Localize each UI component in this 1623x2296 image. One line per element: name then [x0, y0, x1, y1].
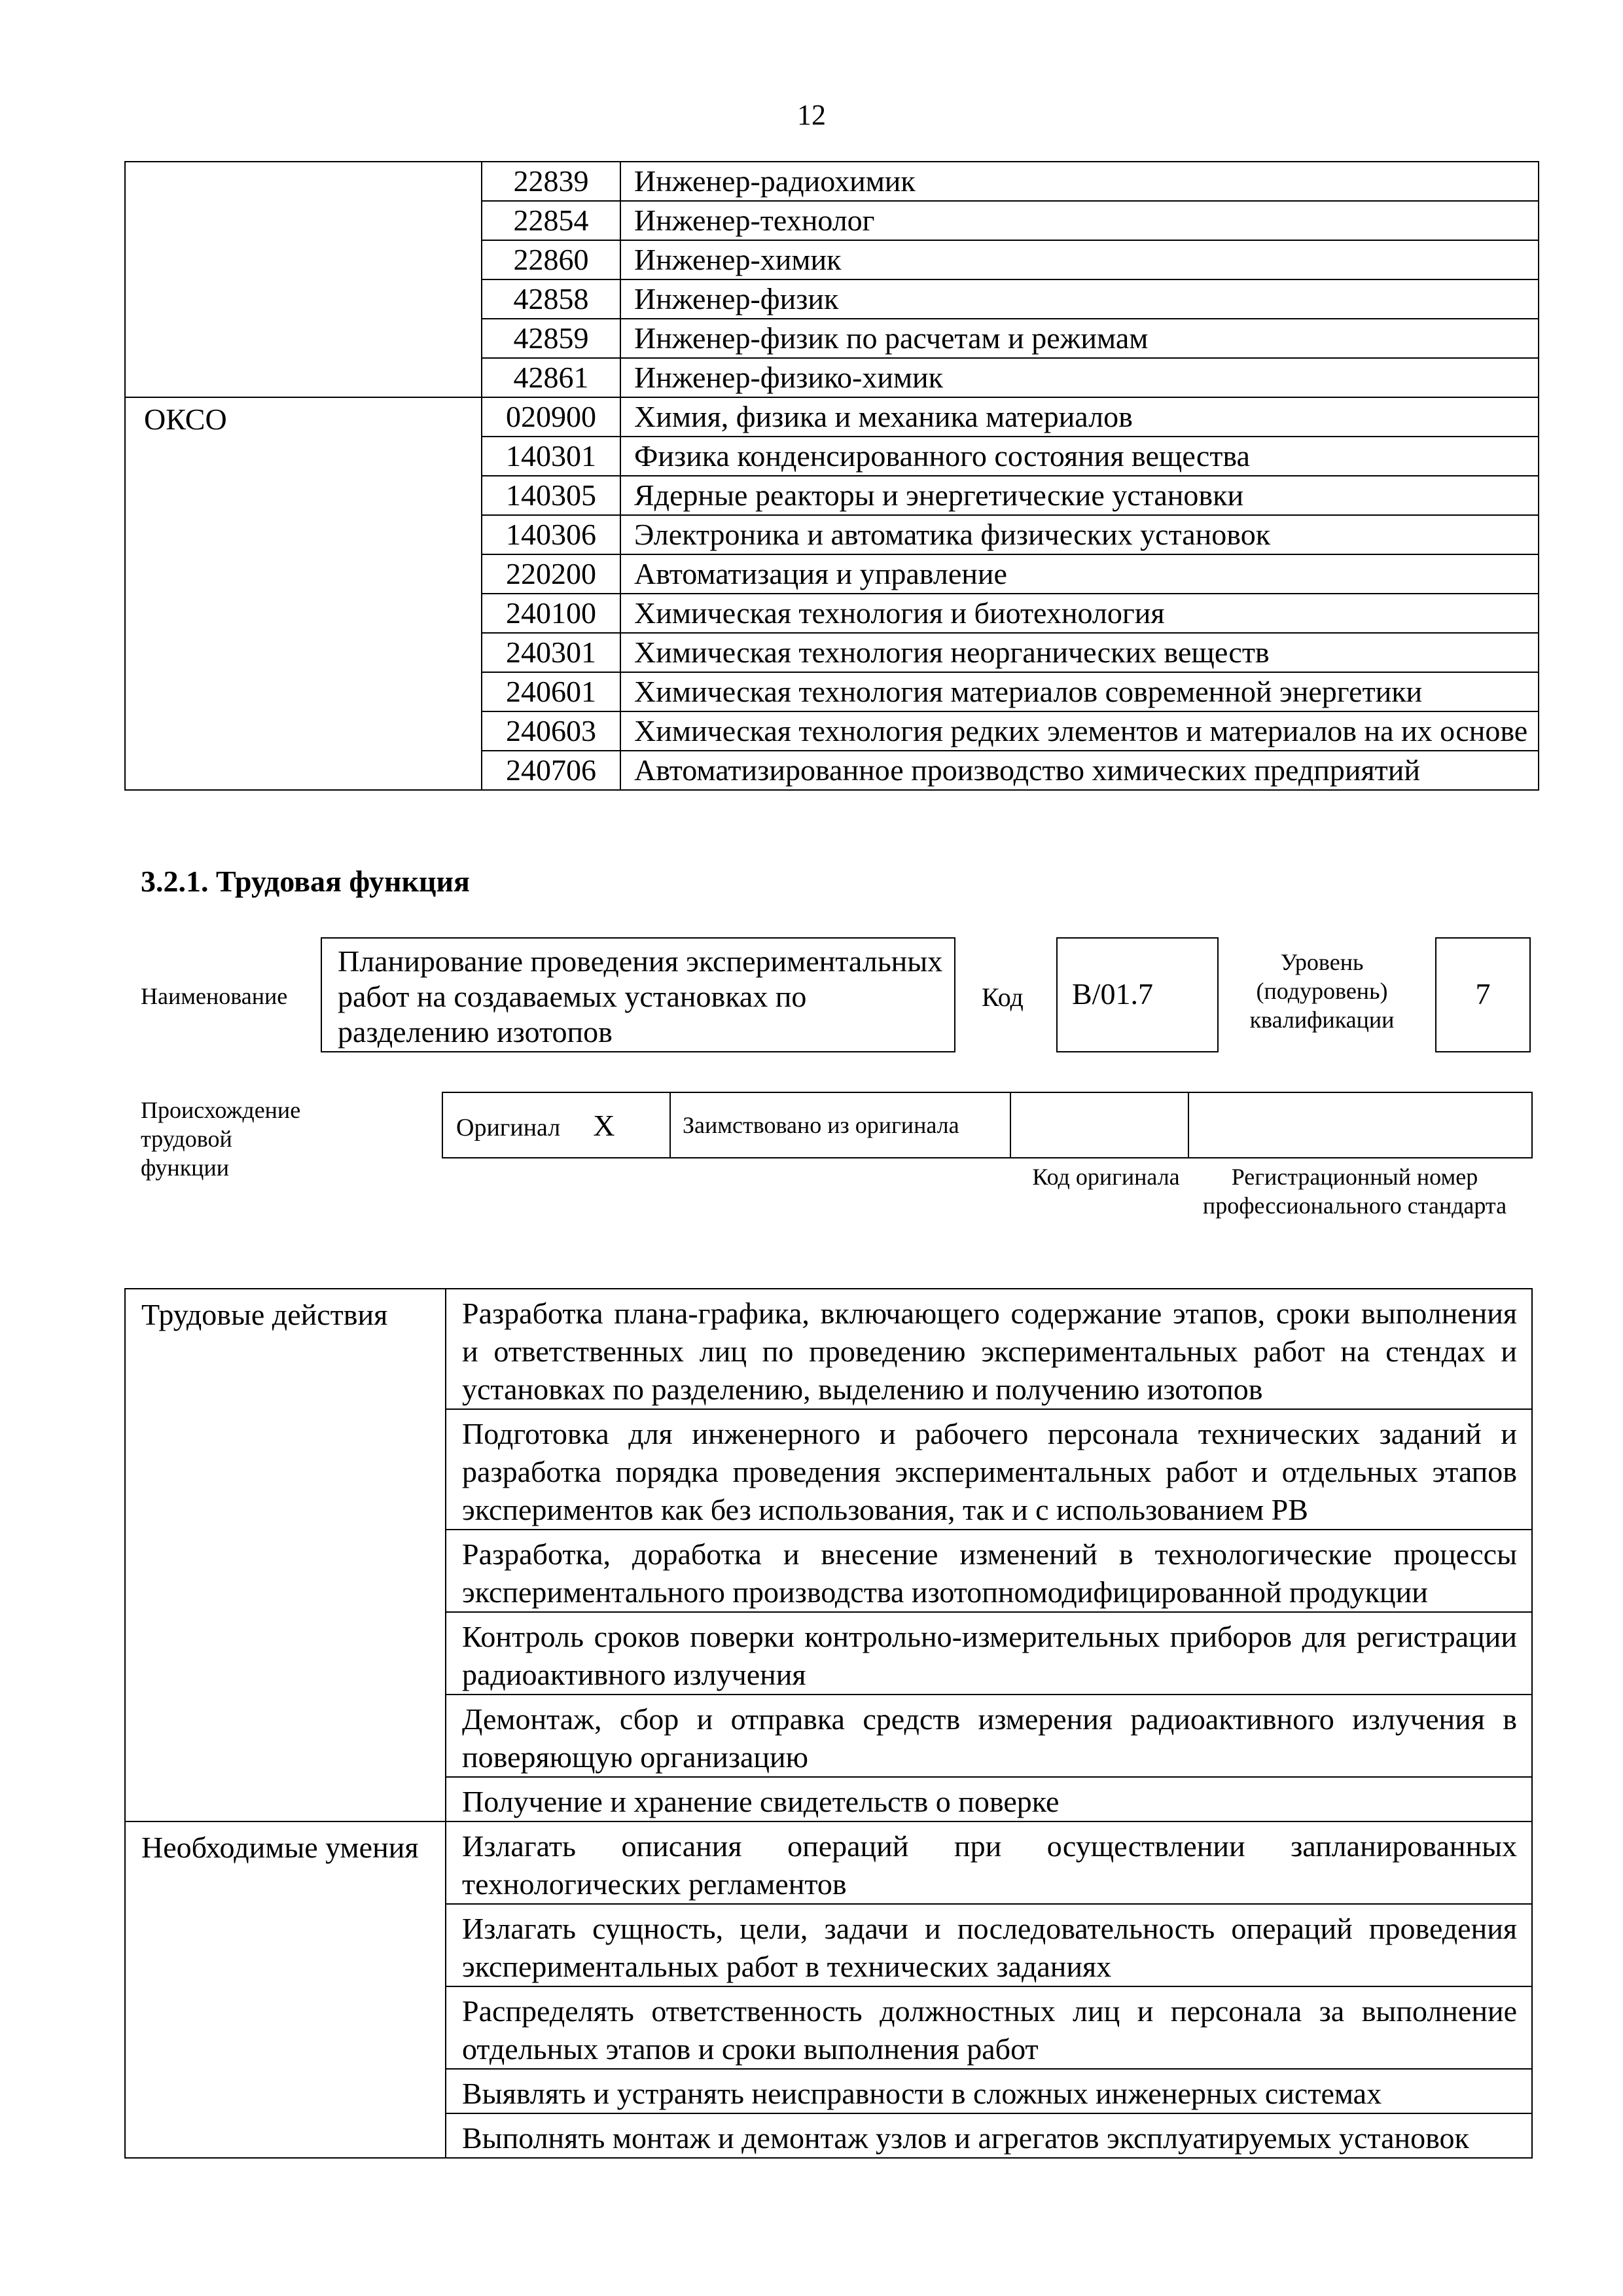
occupation-code: 240301 [482, 633, 620, 672]
requirement-category: Трудовые действия [125, 1289, 446, 1821]
requirement-item: Излагать описания операций при осуществлении запланированных технологических регламентов [446, 1821, 1532, 1904]
occupation-code: 240603 [482, 711, 620, 751]
occupation-name: Инженер-технолог [620, 201, 1539, 240]
requirement-category: Необходимые умения [125, 1821, 446, 2158]
occupation-name: Автоматизированное производство химических предприятий [620, 751, 1539, 790]
occupation-code: 140305 [482, 476, 620, 515]
registration-number-cell [1188, 1092, 1532, 1158]
occupation-code: 140301 [482, 437, 620, 476]
name-label: Наименование [141, 983, 288, 1009]
requirement-item: Контроль сроков поверки контрольно-измерительных приборов для регистрации радиоактивного излучения [446, 1612, 1532, 1695]
table-row [125, 162, 1539, 201]
occupation-name: Инженер-физико-химик [620, 358, 1539, 397]
occupation-name: Автоматизация и управление [620, 554, 1539, 594]
requirement-item: Разработка, доработка и внесение изменений в технологические процессы экспериментального производства изотопномодифицированной продукции [446, 1530, 1532, 1612]
occupation-code: 020900 [482, 397, 620, 437]
occupation-name: Инженер-физик по расчетам и режимам [620, 319, 1539, 358]
registration-number-label: Регистрационный номер профессионального стандарта [1202, 1164, 1507, 1219]
original-code-cell [1010, 1092, 1188, 1158]
occupation-name: Электроника и автоматика физических установок [620, 515, 1539, 554]
requirement-item: Излагать сущность, цели, задачи и последовательность операций проведения экспериментальных работ в технических заданиях [446, 1904, 1532, 1986]
qualification-level-box: 7 [1435, 937, 1531, 1052]
occupation-name: Химическая технология неорганических веществ [620, 633, 1539, 672]
original-label: Оригинал [456, 1113, 561, 1141]
requirement-item: Демонтаж, сбор и отправка средств измерения радиоактивного излучения в поверяющую организацию [446, 1695, 1532, 1777]
occupation-table [124, 161, 1539, 791]
occupation-code: 22854 [482, 201, 620, 240]
occupation-name: Инженер-радиохимик [620, 162, 1539, 201]
occupation-name: Химическая технология и биотехнология [620, 594, 1539, 633]
code-label: Код [982, 982, 1024, 1012]
occupation-code: 22860 [482, 240, 620, 279]
table-row [125, 1289, 1532, 1409]
function-name-box: Планирование проведения экспериментальных работ на создаваемых установках по разделению изотопов [321, 937, 955, 1052]
function-code-box: B/01.7 [1056, 937, 1219, 1052]
group-label: ОКСО [125, 397, 482, 790]
requirement-item: Подготовка для инженерного и рабочего персонала технических заданий и разработка порядка проведения экспериментальных работ и отдельных этапов экспериментов как без использования, так и с использованием РВ [446, 1409, 1532, 1530]
requirement-item: Разработка плана-графика, включающего содержание этапов, сроки выполнения и ответственных лиц по проведению экспериментальных работ на стендах и установках по разделению, выделению и получению изотопов [446, 1289, 1532, 1409]
requirement-item: Выявлять и устранять неисправности в сложных инженерных системах [446, 2069, 1532, 2113]
group-label [125, 162, 482, 397]
requirement-item: Распределять ответственность должностных лиц и персонала за выполнение отдельных этапов и сроки выполнения работ [446, 1986, 1532, 2069]
occupation-name: Ядерные реакторы и энергетические установки [620, 476, 1539, 515]
occupation-code: 42861 [482, 358, 620, 397]
original-cell [442, 1092, 670, 1158]
occupation-code: 22839 [482, 162, 620, 201]
requirement-item: Получение и хранение свидетельств о поверке [446, 1777, 1532, 1821]
occupation-code: 42858 [482, 279, 620, 319]
page-number: 12 [797, 99, 826, 131]
table-row [125, 1821, 1532, 1904]
occupation-name: Химическая технология материалов современной энергетики [620, 672, 1539, 711]
occupation-code: 220200 [482, 554, 620, 594]
occupation-name: Инженер-физик [620, 279, 1539, 319]
occupation-code: 42859 [482, 319, 620, 358]
requirements-table [124, 1288, 1533, 2159]
occupation-code: 240601 [482, 672, 620, 711]
code-original-label: Код оригинала [1032, 1164, 1180, 1190]
requirement-item: Выполнять монтаж и демонтаж узлов и агрегатов эксплуатируемых установок [446, 2113, 1532, 2158]
origin-label: Происхождение трудовой функции [141, 1097, 301, 1181]
occupation-code: 240706 [482, 751, 620, 790]
table-row [125, 397, 1539, 437]
origin-table [442, 1092, 1533, 1158]
occupation-name: Физика конденсированного состояния вещества [620, 437, 1539, 476]
occupation-name: Химия, физика и механика материалов [620, 397, 1539, 437]
occupation-code: 140306 [482, 515, 620, 554]
occupation-code: 240100 [482, 594, 620, 633]
original-mark: X [593, 1108, 615, 1142]
section-heading: 3.2.1. Трудовая функция [141, 865, 470, 898]
occupation-name: Инженер-химик [620, 240, 1539, 279]
qualification-level-label: Уровень (подуровень) квалификации [1249, 949, 1395, 1033]
borrowed-label: Заимствовано из оригинала [670, 1092, 1010, 1158]
occupation-name: Химическая технология редких элементов и материалов на их основе [620, 711, 1539, 751]
